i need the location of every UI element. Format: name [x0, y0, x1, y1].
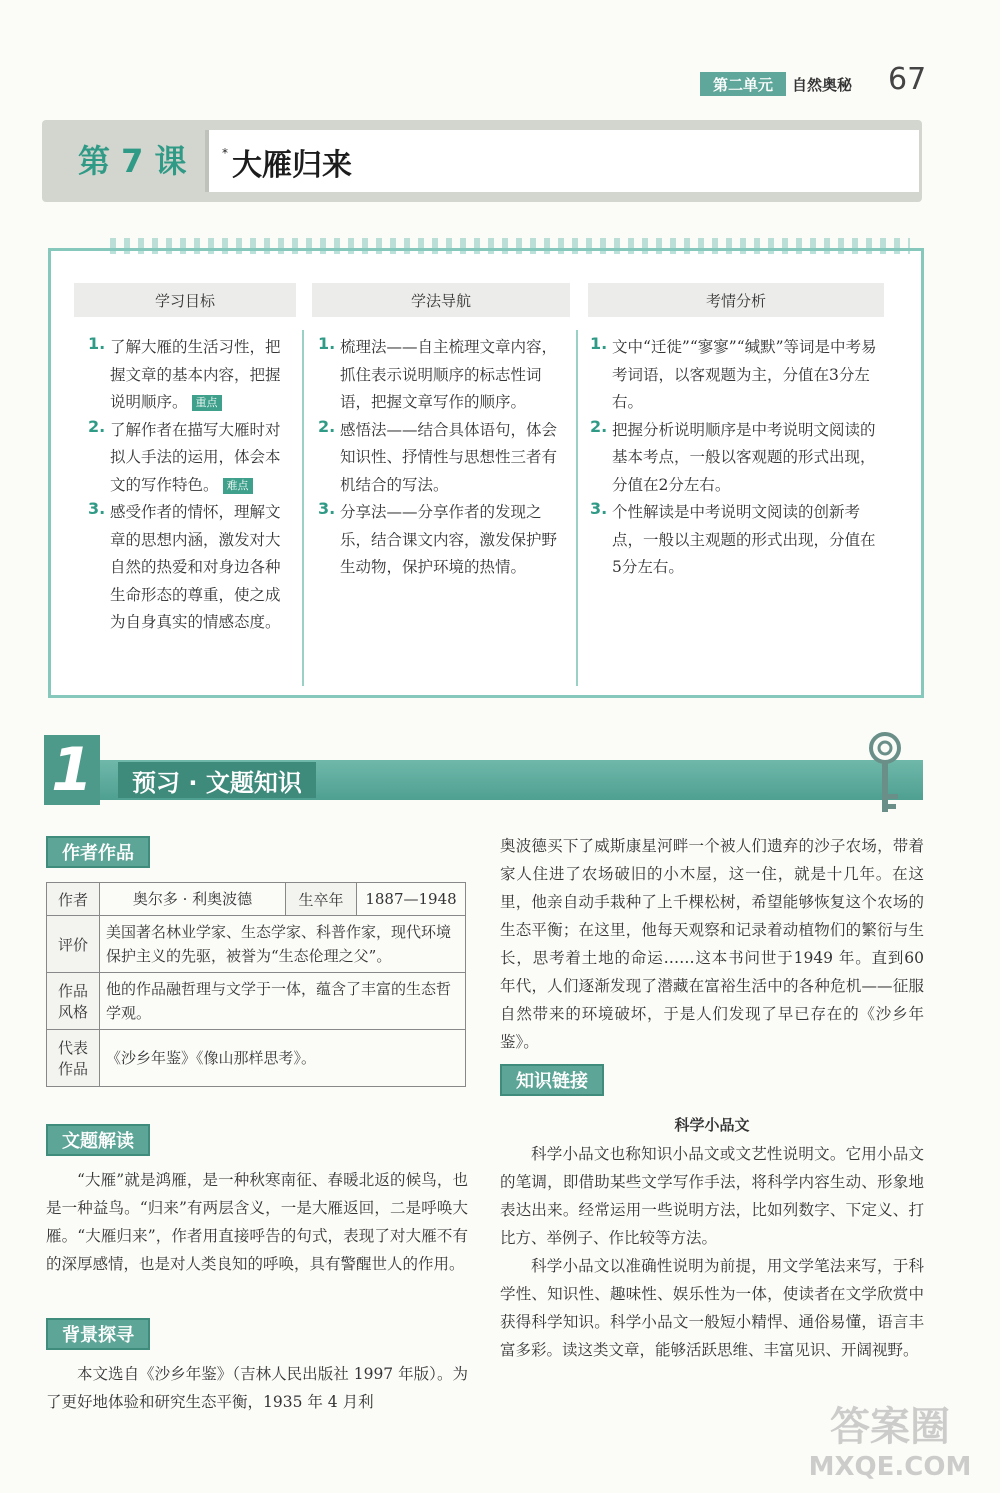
- lesson-title: 大雁归来: [232, 148, 352, 183]
- methods-column: [318, 334, 564, 582]
- column-divider: [576, 330, 578, 686]
- author-value: 奥尔多 · 利奥波德: [100, 883, 286, 916]
- list-item: 3. 感受作者的情怀，理解文章的思想内涵，激发对大自然的热爱和对身边各种生命形态的尊重，使之成为自身真实的情感态度。: [88, 499, 281, 631]
- watermark-logo: [790, 1395, 990, 1485]
- lesson-title-mark: *: [222, 146, 228, 160]
- knowledge-link-title: 科学小品文: [674, 1116, 750, 1134]
- title-interpretation-tag: 文题解读: [46, 1124, 150, 1156]
- list-item: 3. 分享法——分享作者的发现之乐，结合课文内容，激发保护野生动物，保护环境的热情。: [318, 499, 558, 576]
- style-label: 作品风格: [47, 973, 100, 1030]
- page-number: 67: [888, 62, 927, 97]
- author-label: 作者: [47, 883, 100, 916]
- section-number: 1: [44, 735, 100, 805]
- section-title: 预习 · 文题知识: [118, 762, 316, 798]
- knowledge-link-paragraph-2: 科学小品文以准确性说明为前提，用文学笔法来写，于科学性、知识性、趣味性、娱乐性为一体，使读者在文学欣赏中获得科学知识。科学小品文一般短小精悍、通俗易懂，语言丰富多彩。读这类文章，能够活跃思维、丰富见识、开阔视野。: [500, 1257, 924, 1359]
- works-value: 《沙乡年鉴》《像山那样思考》。: [100, 1030, 466, 1087]
- column-divider: [302, 330, 304, 686]
- years-value: 1887—1948: [357, 883, 466, 916]
- table-row: [47, 1030, 466, 1087]
- background-text-left: 本文选自《沙乡年鉴》（吉林人民出版社 1997 年版）。为了更好地体验和研究生态平衡，1935 年 4 月利: [46, 1365, 468, 1411]
- difficulty-tag: 难点: [223, 478, 253, 494]
- title-interpretation-text: “大雁”就是鸿雁，是一种秋寒南征、春暖北返的候鸟，也是一种益鸟。“归来”有两层含义，一是大雁返回，二是呼唤大雁。“大雁归来”，作者用直接呼告的句式，表现了对大雁不有的深厚感情，也是对人类良知的呼唤，具有警醒世人的作用。: [46, 1171, 468, 1273]
- exam-column: [590, 334, 882, 582]
- list-item: 2. 了解作者在描写大雁时对拟人手法的运用，体会本文的写作特色。 难点: [88, 416, 281, 494]
- table-row: [47, 973, 466, 1030]
- list-item: 2. 感悟法——结合具体语句，体会知识性、抒情性与思想性三者有机结合的写法。: [318, 416, 558, 494]
- table-row: [47, 883, 466, 916]
- knowledge-link-paragraph-1: 科学小品文也称知识小品文或文艺性说明文。它用小品文的笔调，即借助某些文学写作手法，将科学内容生动、形象地表达出来。经常运用一些说明方法，比如列数字、下定义、打比方、举例子、作比较等方法。: [500, 1145, 924, 1247]
- column-heading-exam: 考情分析: [588, 283, 884, 317]
- list-item: 3. 个性解读是中考说明文阅读的创新考点，一般以主观题的形式出现，分值在5分左右。: [590, 499, 876, 576]
- author-works-tag: 作者作品: [46, 836, 150, 868]
- watermark-url: MXQE.COM: [808, 1452, 972, 1482]
- column-heading-goals: 学习目标: [74, 283, 296, 317]
- unit-badge: 第二单元: [700, 72, 786, 96]
- list-item: 1. 文中“迁徙”“寥寥”“缄默”等词是中考易考词语，以客观题为主，分值在3分左右。: [590, 334, 877, 411]
- table-row: [47, 916, 466, 973]
- list-item: 1. 梳理法——自主梳理文章内容，抓住表示说明顺序的标志性词语，把握文章写作的顺序。: [318, 334, 558, 411]
- style-value: 他的作品融哲理与文学于一体，蕴含了丰富的生态哲学观。: [100, 973, 466, 1030]
- knowledge-link-tag: 知识链接: [500, 1064, 604, 1096]
- unit-name: 自然奥秘: [792, 75, 853, 94]
- list-item: 1. 了解大雁的生活习性，把握文章的基本内容，把握说明顺序。 重点: [88, 334, 281, 411]
- background-tag: 背景探寻: [46, 1318, 150, 1350]
- key-point-tag: 重点: [192, 395, 222, 411]
- review-value: 美国著名林业学家、生态学家、科普作家，现代环境保护主义的先驱，被誉为“生态伦理之父”。: [100, 916, 466, 973]
- author-table: [46, 882, 466, 1087]
- key-icon: [860, 730, 910, 820]
- watermark-text: 答案圈: [830, 1404, 950, 1450]
- column-heading-methods: 学法导航: [312, 283, 570, 317]
- works-label: 代表作品: [47, 1030, 100, 1087]
- objectives-border-decoration: [110, 238, 910, 254]
- lesson-number: 第 7 课: [78, 142, 187, 180]
- goals-column: [88, 334, 288, 637]
- background-text-right: 奥波德买下了威斯康星河畔一个被人们遗弃的沙子农场，带着家人住进了农场破旧的小木屋，这一住，就是十几年。在这里，他亲自动手栽种了上千棵松树，希望能够恢复这个农场的生态平衡；在这里，他每天观察和记录着动植物们的繁衍与生长，思考着土地的命运……这本书问世于1949 年。直到60 年代，人们逐渐发现了潜藏在富裕生活中的各种危机——征服自然带来的环境破坏，于是人们发现了早已存在的《沙乡年鉴》。: [500, 837, 924, 1051]
- review-label: 评价: [47, 916, 100, 973]
- list-item: 2. 把握分析说明顺序是中考说明文阅读的基本考点，一般以客观题的形式出现，分值在2分左右。: [590, 416, 876, 494]
- years-label: 生卒年: [286, 883, 357, 916]
